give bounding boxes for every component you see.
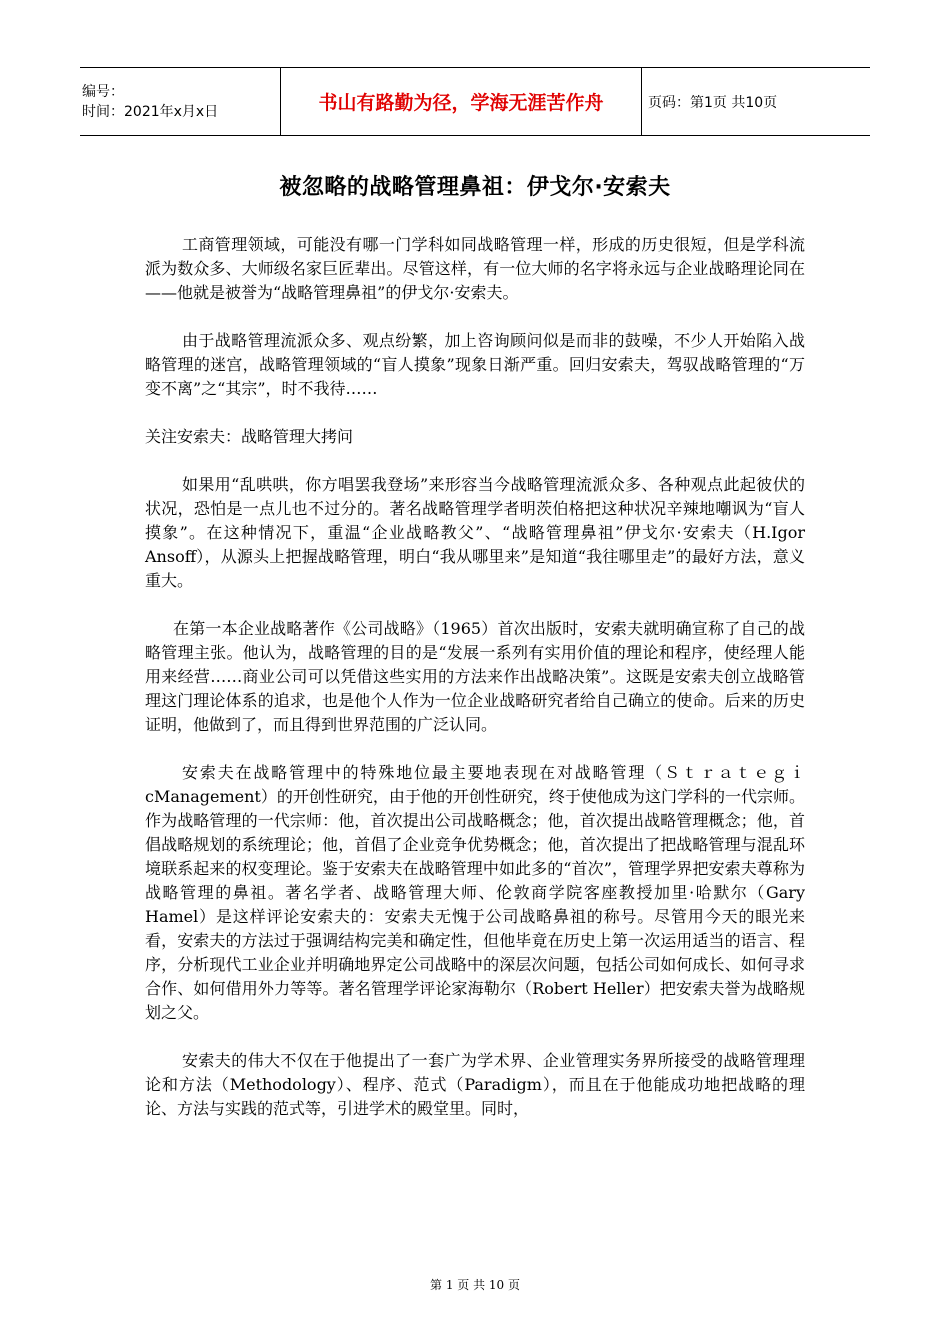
date-label: 时间：2021年x月x日 [82, 103, 219, 120]
header-motto: 书山有路勤为径，学海无涯苦作舟 [281, 68, 642, 136]
paragraph: 如果用“乱哄哄，你方唱罢我登场”来形容当今战略管理流派众多、各种观点此起彼伏的状况，恐怕是一点儿也不过分的。著名战略管理学者明茨伯格把这种状况辛辣地嘲讽为“盲人摸象”。在这种情况下，重温“企业战略教父”、“战略管理鼻祖”伊戈尔·安索夫（H.Igor Ansoff），从源头上把握战略管理，明白“我从哪里来”是知道“我往哪里走”的最好方法，意义重大。 [145, 475, 805, 590]
paragraph: 安索夫的伟大不仅在于他提出了一套广为学术界、企业管理实务界所接受的战略管理理论和方法（Methodology）、程序、范式（Paradigm），而且在于他能成功地把战略的理论、方法与实践的范式等，引进学术的殿堂里。同时， [145, 1051, 805, 1118]
paragraph: 由于战略管理流派众多、观点纷繁，加上咨询顾问似是而非的鼓噪，不少人开始陷入战略管理的迷宫，战略管理领域的“盲人摸象”现象日渐严重。回归安索夫，驾驭战略管理的“万变不离”之“其宗”，时不我待…… [145, 331, 805, 398]
document-title: 被忽略的战略管理鼻祖：伊戈尔·安索夫 [279, 175, 671, 200]
paragraph: 工商管理领域，可能没有哪一门学科如同战略管理一样，形成的历史很短，但是学科流派为数众多、大师级名家巨匠辈出。尽管这样，有一位大师的名字将永远与企业战略理论同在——他就是被誉为“战略管理鼻祖”的伊戈尔·安索夫。 [145, 235, 805, 302]
number-label: 编号： [82, 83, 124, 100]
header-meta [80, 68, 281, 136]
page-footer: 第 1 页 共 10 页 [430, 1278, 520, 1292]
header-page-label: 页码：第1页 共10页 [648, 94, 778, 111]
paragraph: 在第一本企业战略著作《公司战略》（1965）首次出版时，安索夫就明确宣称了自己的战略管理主张。他认为，战略管理的目的是“发展一系列有实用价值的理论和程序，使经理人能用来经营……商业公司可以凭借这些实用的方法来作出战略决策”。这既是安索夫创立战略管理这门理论体系的追求，也是他个人作为一位企业战略研究者给自己确立的使命。后来的历史证明，他做到了，而且得到世界范围的广泛认同。 [145, 619, 805, 734]
paragraph: 安索夫在战略管理中的特殊地位最主要地表现在对战略管理（Ｓｔｒａｔｅｇｉ cManagement）的开创性研究，由于他的开创性研究，终于使他成为这门学科的一代宗师。作为战略管理的一代宗师：他，首次提出公司战略概念；他，首次提出战略管理概念；他，首倡战略规划的系统理论；他，首倡了企业竞争优势概念；他，首次提出了把战略管理与混乱环境联系起来的权变理论。鉴于安索夫在战略管理中如此多的“首次”，管理学界把安索夫尊称为战略管理的鼻祖。著名学者、战略管理大师、伦敦商学院客座教授加里·哈默尔（Gary Hamel）是这样评论安索夫的：安索夫无愧于公司战略鼻祖的称号。尽管用今天的眼光来看，安索夫的方法过于强调结构完美和确定性，但他毕竟在历史上第一次运用适当的语言、程序，分析现代工业企业并明确地界定公司战略中的深层次问题，包括公司如何成长、如何寻求合作、如何借用外力等等。著名管理学评论家海勒尔（Robert Heller）把安索夫誉为战略规划之父。 [145, 763, 805, 1022]
document-header [80, 67, 870, 136]
document-body [145, 233, 805, 1145]
section-heading: 关注安索夫：战略管理大拷问 [145, 427, 354, 446]
